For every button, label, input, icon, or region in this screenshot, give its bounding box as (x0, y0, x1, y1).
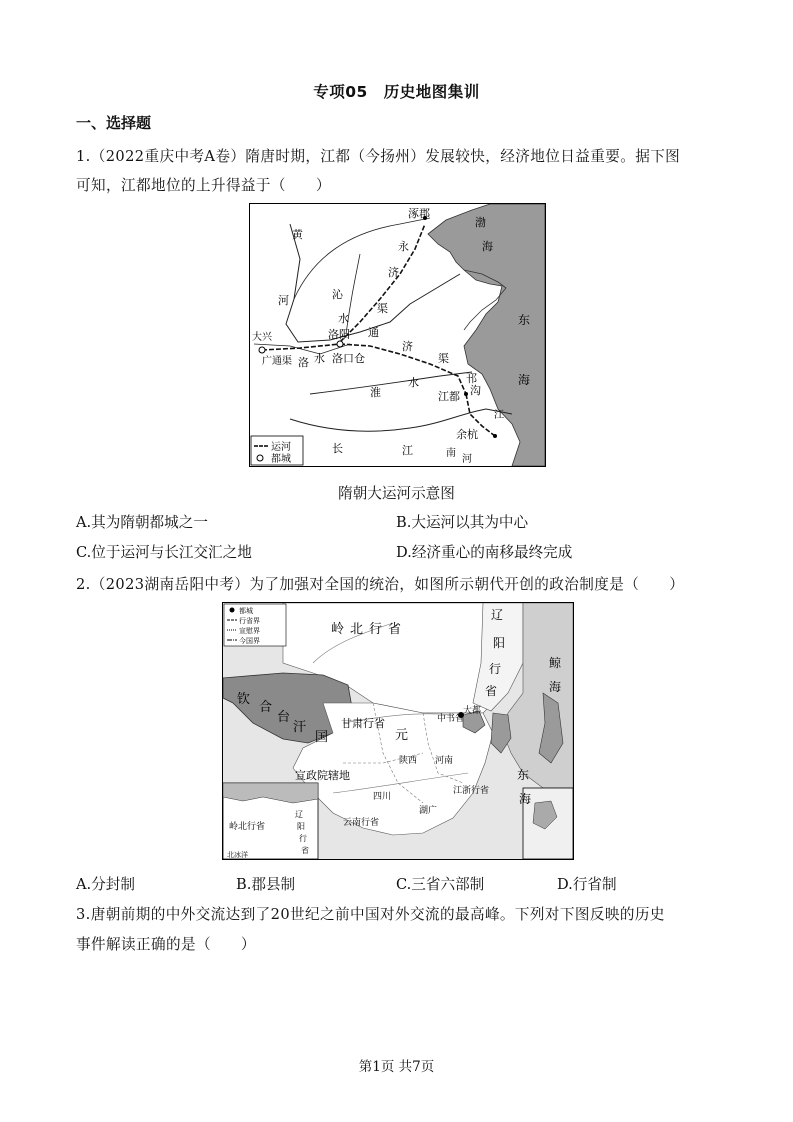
label-jn1: 江 (494, 410, 504, 421)
label-jiang: 江 (402, 444, 413, 457)
label-xuanzheng: 宣政院辖地 (295, 769, 350, 782)
label-luokoucang: 洛口仓 (332, 352, 365, 365)
q1-option-b[interactable]: B.大运河以其为中心 (396, 514, 529, 531)
q1-map-caption: 隋朝大运河示意图 (338, 485, 455, 502)
label-huguang: 湖广 (419, 806, 438, 816)
luoyang-dot (337, 341, 343, 347)
q2-option-a[interactable]: A.分封制 (76, 876, 135, 893)
yuhang-dot (493, 434, 497, 438)
label-han2: 沟 (470, 384, 481, 397)
legend-xuanwei: 宣慰界 (239, 627, 260, 635)
label-guo: 国 (315, 730, 329, 745)
label-tai: 台 (277, 710, 291, 725)
label-tong2: 济 (402, 340, 413, 353)
label-liao1: 辽 (491, 608, 504, 622)
q3-stem-line2: 事件解读正确的是（ ） (76, 936, 256, 953)
label-bohai2: 海 (482, 240, 493, 253)
legend-capital-symbol (230, 608, 235, 613)
label-luo2: 水 (314, 352, 325, 365)
label-dong: 东 (517, 768, 530, 782)
label-bohai: 渤 (475, 216, 486, 229)
label-huang2: 河 (278, 294, 289, 307)
label-jn3: 河 (462, 454, 472, 465)
q1-stem-line1: 1.（2022重庆中考A卷）隋唐时期，江都（今扬州）发展较快，经济地位日益重要。据下图 (76, 148, 681, 165)
yuan-dynasty-map (222, 602, 574, 860)
section-heading: 一、选择题 (76, 114, 152, 132)
label-jinghai: 鲸 (549, 656, 562, 670)
q2-option-b[interactable]: B.郡县制 (236, 876, 296, 893)
label-jiangzhe: 江浙行省 (453, 786, 490, 796)
inset-label-lingbei: 岭北行省 (229, 822, 266, 832)
label-han: 汗 (293, 720, 307, 735)
q1-option-c[interactable]: C.位于运河与长江交汇之地 (76, 544, 252, 561)
label-yuan: 元 (395, 728, 409, 743)
yuan-dynasty-map-svg (223, 603, 573, 859)
label-donghai2: 海 (518, 373, 531, 387)
label-qin: 钦 (237, 692, 251, 707)
page-footer: 第1页 共7页 (358, 1059, 435, 1075)
label-tong3: 渠 (438, 352, 449, 365)
q2-stem-line1: 2.（2023湖南岳阳中考）为了加强对全国的统治，如图所示朝代开创的政治制度是（ ） (76, 576, 685, 593)
label-huai1: 淮 (370, 386, 381, 399)
legend-city-symbol (257, 455, 263, 461)
label-huai2: 水 (408, 376, 419, 389)
q2-option-c[interactable]: C.三省六部制 (396, 876, 485, 893)
label-qin2: 水 (338, 312, 349, 325)
grand-canal-map (249, 203, 546, 467)
label-daxing: 大兴 (252, 332, 272, 343)
label-luoyang: 洛阳 (328, 328, 350, 341)
inset-label-liao4: 省 (301, 846, 309, 855)
legend-city-label: 都城 (271, 454, 291, 465)
label-luo1: 洛 (298, 356, 309, 369)
inset-label-liao3: 行 (299, 834, 307, 843)
yellow-river (286, 224, 460, 342)
q1-option-a[interactable]: A.其为隋朝都城之一 (76, 514, 208, 531)
label-yong1: 永 (398, 240, 409, 253)
inset-label-north: 北冰洋 (227, 851, 248, 859)
grand-canal-map-svg (250, 204, 545, 466)
label-hai: 海 (519, 792, 532, 806)
label-han1: 邗 (466, 372, 477, 385)
label-gansu: 甘肃行省 (341, 717, 385, 730)
inset-label-liao2: 阳 (297, 822, 305, 831)
label-lingbei: 岭北行省 (331, 622, 408, 637)
label-liao4: 省 (485, 684, 498, 698)
label-jn2: 南 (446, 448, 456, 459)
label-yunnan: 云南行省 (343, 818, 380, 828)
label-jinghai2: 海 (549, 680, 562, 694)
page-title: 专项05 历史地图集训 (313, 83, 480, 101)
yangtze-river (290, 409, 512, 431)
label-yuhang: 余杭 (456, 428, 478, 441)
q2-option-d[interactable]: D.行省制 (557, 876, 617, 893)
label-zhuojun: 涿郡 (408, 207, 430, 220)
q1-option-d[interactable]: D.经济重心的南移最终完成 (396, 544, 573, 561)
q3-stem-line1: 3.唐朝前期的中外交流达到了20世纪之前中国对外交流的最高峰。下列对下图反映的历史 (76, 906, 665, 923)
label-liao2: 阳 (493, 636, 506, 650)
label-henan: 河南 (435, 756, 454, 766)
label-yong2: 济 (388, 266, 399, 279)
legend-province: 行省界 (239, 617, 260, 625)
label-donghai: 东 (518, 313, 531, 327)
legend-border: 今国界 (239, 637, 260, 645)
label-liao3: 行 (489, 662, 502, 676)
label-qin1: 沁 (332, 288, 343, 301)
legend-capital: 都城 (239, 607, 253, 615)
q1-stem-line2: 可知，江都地位的上升得益于（ ） (76, 177, 331, 194)
label-tong1: 通 (368, 326, 379, 339)
label-zhongshu: 中书省 (437, 714, 465, 724)
inset-label-liao1: 辽 (295, 810, 303, 819)
label-yong3: 渠 (377, 302, 388, 315)
label-shaanxi: 陕西 (399, 756, 418, 766)
label-dadu: 大都 (463, 706, 482, 716)
legend-canal-label: 运河 (271, 442, 291, 453)
jiangdu-dot (464, 392, 468, 396)
label-chang: 长 (332, 442, 343, 455)
daxing-dot (259, 347, 265, 353)
label-he1: 合 (259, 700, 273, 715)
label-sichuan: 四川 (373, 792, 392, 802)
label-huang1: 黄 (292, 228, 303, 241)
label-guangtongqu: 广通渠 (262, 356, 292, 367)
label-jiangdu: 江都 (438, 390, 460, 403)
